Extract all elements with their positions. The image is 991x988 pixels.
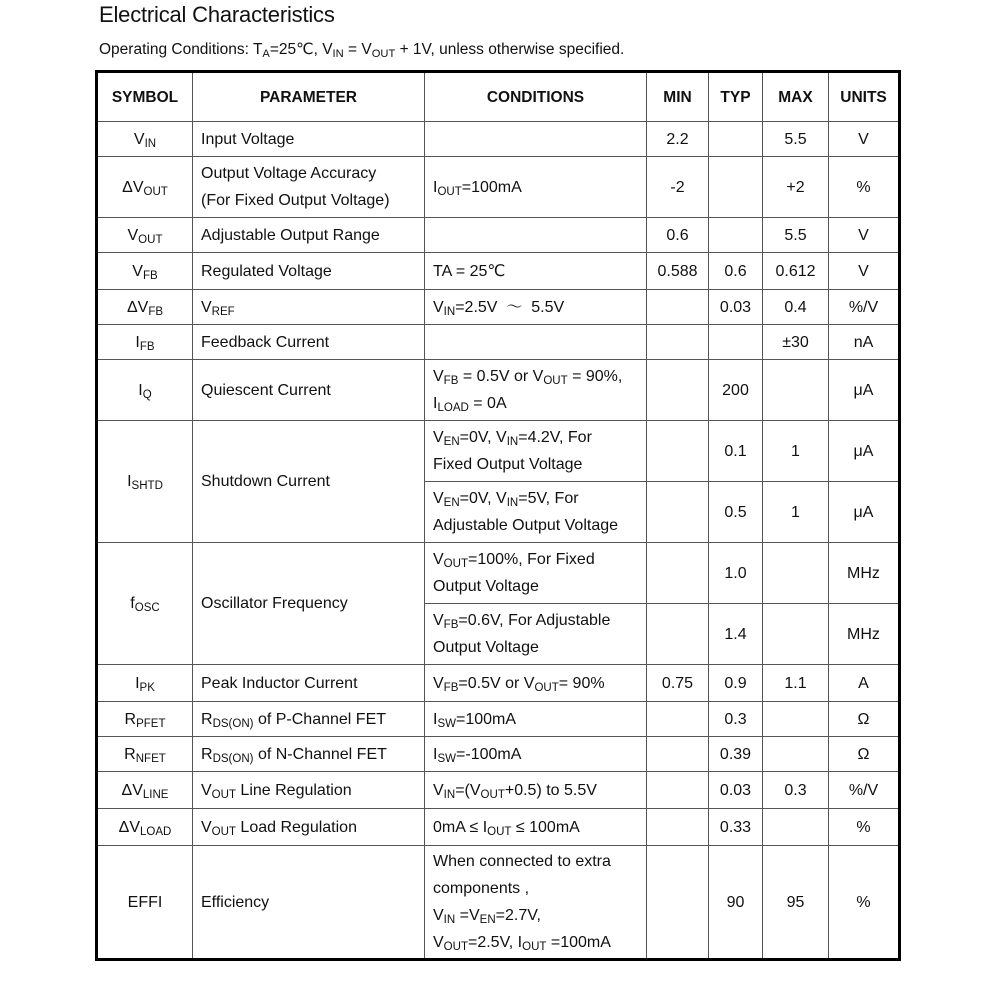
min-cell xyxy=(647,737,709,772)
units-cell: μA xyxy=(829,421,900,482)
table-row xyxy=(97,253,900,290)
min-cell: -2 xyxy=(647,157,709,218)
table-row xyxy=(97,846,900,960)
typ-cell xyxy=(709,122,763,157)
units-cell: μA xyxy=(829,360,900,421)
min-cell xyxy=(647,325,709,360)
max-cell: 95 xyxy=(763,846,829,960)
symbol-cell: $\Delta V_{FB}$ xyxy=(97,290,193,325)
parameter-cell: $V_{OUT}$ Line Regulation xyxy=(193,772,425,809)
parameter-cell: Efficiency xyxy=(193,846,425,960)
header-units: UNITS xyxy=(829,72,900,122)
typ-cell: 0.33 xyxy=(709,809,763,846)
table-row xyxy=(97,702,900,737)
units-cell: MHz xyxy=(829,543,900,604)
units-cell: MHz xyxy=(829,604,900,665)
min-cell xyxy=(647,702,709,737)
parameter-cell: Oscillator Frequency xyxy=(193,543,425,665)
conditions-cell: $V_{EN}=0V$, $V_{IN}=4.2V$, For Fixed Output Voltage xyxy=(425,421,647,482)
table-row xyxy=(97,737,900,772)
max-cell: 1 xyxy=(763,482,829,543)
units-cell: V xyxy=(829,122,900,157)
symbol-cell: $I_Q$ xyxy=(97,360,193,421)
parameter-cell: Peak Inductor Current xyxy=(193,665,425,702)
max-cell xyxy=(763,543,829,604)
header-row xyxy=(97,72,900,122)
parameter-cell: Output Voltage Accuracy (For Fixed Output Voltage) xyxy=(193,157,425,218)
table-row xyxy=(97,421,900,482)
typ-cell xyxy=(709,157,763,218)
min-cell xyxy=(647,846,709,960)
typ-cell: 0.5 xyxy=(709,482,763,543)
conditions-cell: $I_{SW}=-100mA$ xyxy=(425,737,647,772)
parameter-cell: Quiescent Current xyxy=(193,360,425,421)
symbol-cell: $V_{FB}$ xyxy=(97,253,193,290)
typ-cell: 0.39 xyxy=(709,737,763,772)
conditions-cell: $V_{FB}=0.5V$ or $V_{OUT}= 90\%$ xyxy=(425,665,647,702)
max-cell: 0.612 xyxy=(763,253,829,290)
symbol-cell: EFFI xyxy=(97,846,193,960)
operating-conditions: Operating Conditions: $T_A=25℃$, $V_{IN} = V_{OUT} + 1V$, unless otherwise specified. xyxy=(99,41,625,60)
max-cell: ±30 xyxy=(763,325,829,360)
table-row xyxy=(97,325,900,360)
units-cell: % xyxy=(829,809,900,846)
typ-cell xyxy=(709,325,763,360)
typ-cell: 0.03 xyxy=(709,290,763,325)
parameter-cell: $V_{REF}$ xyxy=(193,290,425,325)
table-row xyxy=(97,665,900,702)
typ-cell: 1.4 xyxy=(709,604,763,665)
symbol-cell: $I_{SHTD}$ xyxy=(97,421,193,543)
table-row xyxy=(97,122,900,157)
typ-cell: 200 xyxy=(709,360,763,421)
table-row xyxy=(97,809,900,846)
min-cell xyxy=(647,421,709,482)
max-cell: 0.4 xyxy=(763,290,829,325)
units-cell: % xyxy=(829,157,900,218)
typ-cell: 90 xyxy=(709,846,763,960)
conditions-cell: $V_{FB} = 0.5V$ or $V_{OUT} = 90\%$, $I_{LOAD} = 0A$ xyxy=(425,360,647,421)
table-row xyxy=(97,772,900,809)
section-title: Electrical Characteristics xyxy=(99,2,335,27)
table-row xyxy=(97,290,900,325)
max-cell: 1.1 xyxy=(763,665,829,702)
max-cell: 5.5 xyxy=(763,218,829,253)
units-cell: nA xyxy=(829,325,900,360)
parameter-cell: Shutdown Current xyxy=(193,421,425,543)
max-cell: 1 xyxy=(763,421,829,482)
max-cell: +2 xyxy=(763,157,829,218)
parameter-cell: $V_{OUT}$ Load Regulation xyxy=(193,809,425,846)
conditions-cell: $V_{IN}=(V_{OUT}+0.5)$ to 5.5V xyxy=(425,772,647,809)
min-cell xyxy=(647,604,709,665)
conditions-cell xyxy=(425,122,647,157)
units-cell: V xyxy=(829,253,900,290)
table-row xyxy=(97,218,900,253)
units-cell: %/V xyxy=(829,290,900,325)
typ-cell: 0.1 xyxy=(709,421,763,482)
units-cell: V xyxy=(829,218,900,253)
header-typ: TYP xyxy=(709,72,763,122)
min-cell xyxy=(647,809,709,846)
units-cell: Ω xyxy=(829,702,900,737)
min-cell xyxy=(647,290,709,325)
typ-cell: 1.0 xyxy=(709,543,763,604)
symbol-cell: $f_{OSC}$ xyxy=(97,543,193,665)
max-cell: 0.3 xyxy=(763,772,829,809)
parameter-cell: $R_{DS(ON)}$ of P-Channel FET xyxy=(193,702,425,737)
header-parameter: PARAMETER xyxy=(193,72,425,122)
symbol-cell: $V_{IN}$ xyxy=(97,122,193,157)
conditions-cell: $I_{SW}=100mA$ xyxy=(425,702,647,737)
max-cell xyxy=(763,702,829,737)
min-cell: 0.588 xyxy=(647,253,709,290)
max-cell xyxy=(763,737,829,772)
max-cell xyxy=(763,360,829,421)
typ-cell: 0.6 xyxy=(709,253,763,290)
symbol-cell: $R_{NFET}$ xyxy=(97,737,193,772)
symbol-cell: $I_{FB}$ xyxy=(97,325,193,360)
min-cell xyxy=(647,482,709,543)
parameter-cell: Regulated Voltage xyxy=(193,253,425,290)
units-cell: % xyxy=(829,846,900,960)
min-cell: 0.75 xyxy=(647,665,709,702)
min-cell: 2.2 xyxy=(647,122,709,157)
header-symbol: SYMBOL xyxy=(97,72,193,122)
symbol-cell: $V_{OUT}$ xyxy=(97,218,193,253)
units-cell: %/V xyxy=(829,772,900,809)
symbol-cell: $\Delta V_{OUT}$ xyxy=(97,157,193,218)
table-row xyxy=(97,360,900,421)
conditions-cell: $V_{OUT}=100\%$, For Fixed Output Voltage xyxy=(425,543,647,604)
conditions-cell: $0mA \le I_{OUT} \le 100mA$ xyxy=(425,809,647,846)
conditions-cell: When connected to extra components , $V_{IN} =V_{EN}=2.7V$, $V_{OUT}=2.5V$, $I_{OUT} =100mA$ xyxy=(425,846,647,960)
typ-cell: 0.9 xyxy=(709,665,763,702)
units-cell: A xyxy=(829,665,900,702)
typ-cell: 0.03 xyxy=(709,772,763,809)
table-row xyxy=(97,543,900,604)
conditions-cell: $V_{IN}=2.5V$ ～ 5.5V xyxy=(425,290,647,325)
conditions-cell: $V_{FB}=0.6V$, For Adjustable Output Voltage xyxy=(425,604,647,665)
conditions-cell: $V_{EN}=0V$, $V_{IN}=5V$, For Adjustable Output Voltage xyxy=(425,482,647,543)
conditions-cell: TA = 25℃ xyxy=(425,253,647,290)
parameter-cell: $R_{DS(ON)}$ of N-Channel FET xyxy=(193,737,425,772)
electrical-characteristics-table xyxy=(95,70,901,961)
typ-cell: 0.3 xyxy=(709,702,763,737)
min-cell xyxy=(647,543,709,604)
header-conditions: CONDITIONS xyxy=(425,72,647,122)
table-row xyxy=(97,157,900,218)
symbol-cell: $\Delta V_{LINE}$ xyxy=(97,772,193,809)
conditions-cell: $I_{OUT}=100mA$ xyxy=(425,157,647,218)
parameter-cell: Input Voltage xyxy=(193,122,425,157)
units-cell: Ω xyxy=(829,737,900,772)
conditions-cell xyxy=(425,325,647,360)
header-min: MIN xyxy=(647,72,709,122)
max-cell: 5.5 xyxy=(763,122,829,157)
parameter-cell: Feedback Current xyxy=(193,325,425,360)
conditions-cell xyxy=(425,218,647,253)
units-cell: μA xyxy=(829,482,900,543)
symbol-cell: $I_{PK}$ xyxy=(97,665,193,702)
symbol-cell: $R_{PFET}$ xyxy=(97,702,193,737)
min-cell xyxy=(647,772,709,809)
max-cell xyxy=(763,604,829,665)
symbol-cell: $\Delta V_{LOAD}$ xyxy=(97,809,193,846)
header-max: MAX xyxy=(763,72,829,122)
typ-cell xyxy=(709,218,763,253)
min-cell xyxy=(647,360,709,421)
min-cell: 0.6 xyxy=(647,218,709,253)
max-cell xyxy=(763,809,829,846)
parameter-cell: Adjustable Output Range xyxy=(193,218,425,253)
